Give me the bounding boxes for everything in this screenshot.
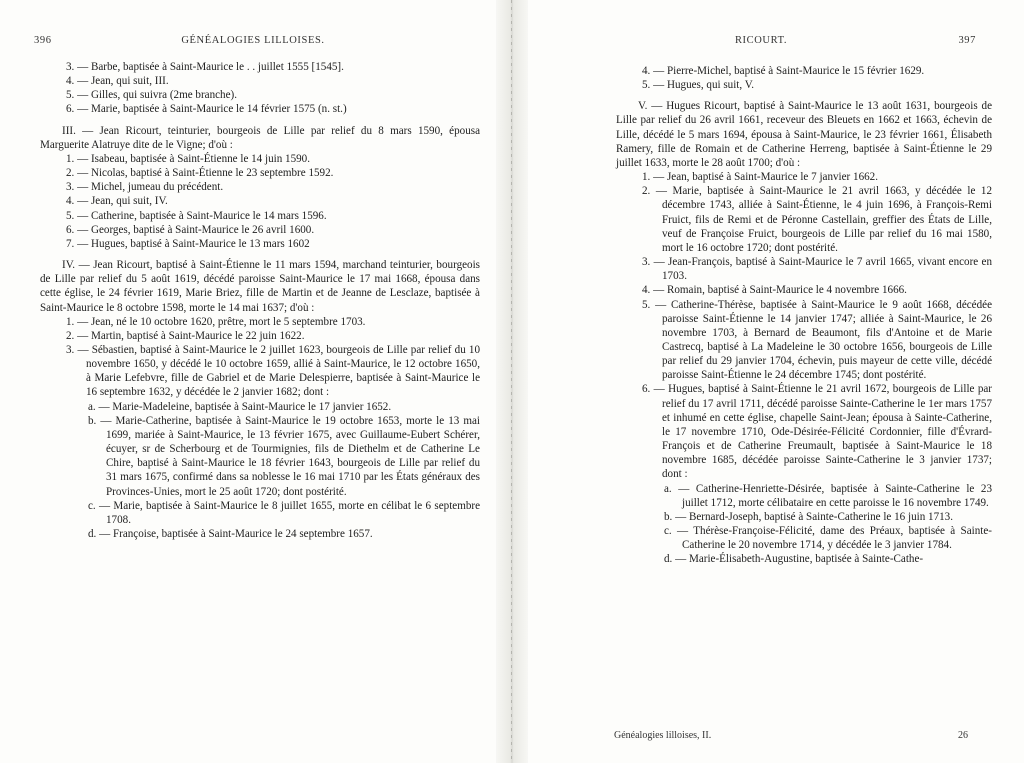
running-head-left: GÉNÉALOGIES LILLOISES.: [181, 35, 325, 46]
entry-marie-madeleine: a. — Marie-Madeleine, baptisée à Saint-Maurice le 17 janvier 1652.: [88, 400, 392, 413]
entry-marie-1663: 2. — Marie, baptisée à Saint-Maurice le 21 avril 1663, y décédée le 12 décembre 1743, alliée à Saint-Étienne, le 4 juin 1696, à François-Remi Fruict, fils de Remi et de Péronne Castellain, greffier des États de Lille, veuf de Françoise Fruict, bourgeois de Lille par relief du 16 mai 1580, mort le 16 octobre 1720; dont postérité.: [642, 185, 992, 254]
right-page-text: [616, 64, 992, 566]
signature-number: 26: [958, 730, 968, 741]
running-head-right: RICOURT.: [734, 35, 788, 46]
entry-catherine-1596: 5. — Catherine, baptisée à Saint-Maurice le 14 mars 1596.: [66, 209, 327, 222]
page-number-left: 396: [34, 35, 52, 46]
entry-hugues-v: 5. — Hugues, qui suit, V.: [642, 79, 755, 92]
entry-therese-francoise: c. — Thérèse-Françoise-Félicité, dame des Préaux, baptisée à Sainte-Catherine le 20 novembre 1714, y décédée le 3 janvier 1784.: [664, 525, 992, 552]
entry-marie-1575: 6. — Marie, baptisée à Saint-Maurice le 14 février 1575 (n. st.): [66, 103, 347, 116]
entry-jean-iv: 4. — Jean, qui suit, IV.: [66, 195, 168, 208]
right-page-footer: [614, 730, 968, 741]
entry-francoise: d. — Françoise, baptisée à Saint-Maurice le 24 septembre 1657.: [88, 528, 373, 540]
entry-marie-elisabeth: d. — Marie-Élisabeth-Augustine, baptisée à Sainte-Cathe-: [664, 553, 924, 566]
entry-georges: 6. — Georges, baptisé à Saint-Maurice le 26 avril 1600.: [66, 223, 315, 236]
entry-bernard-joseph: b. — Bernard-Joseph, baptisé à Sainte-Catherine le 16 juin 1713.: [664, 510, 953, 523]
entry-jean-francois: 3. — Jean-François, baptisé à Saint-Maurice le 7 avril 1665, vivant encore en 1703.: [642, 256, 992, 283]
entry-hugues-1602: 7. — Hugues, baptisé à Saint-Maurice le 13 mars 1602: [66, 237, 310, 250]
entry-michel: 3. — Michel, jumeau du précédent.: [66, 181, 224, 194]
entry-jean-iii: 4. — Jean, qui suit, III.: [66, 75, 169, 88]
entry-martin: 2. — Martin, baptisé à Saint-Maurice le 22 juin 1622.: [66, 329, 305, 342]
generation-v-paragraph: V. — Hugues Ricourt, baptisé à Saint-Maurice le 13 août 1631, bourgeois de Lille par relief du 26 avril 1661, receveur des Bleuets en 1662 et 1663, échevin de Lille, décédé le 5 mars 1694, épousa à Saint-Maurice, le 23 février 1661, Élisabeth Ramery, fille de Romain et de Catherine Herreng, baptisée à Saint-Étienne le 29 juillet 1633, morte le 28 août 1700; d'où :: [616, 100, 992, 169]
generation-iii-paragraph: III. — Jean Ricourt, teinturier, bourgeois de Lille par relief du 8 mars 1590, épousa Marguerite Alatruye dite de le Vigne; d'où :: [40, 124, 480, 151]
entry-marie-1655: c. — Marie, baptisée à Saint-Maurice le 8 juillet 1655, morte en célibat le 6 septembre 1708.: [88, 499, 480, 526]
right-page: [528, 0, 1024, 763]
entry-gilles: 5. — Gilles, qui suivra (2me branche).: [66, 89, 237, 102]
book-gutter: [496, 0, 528, 763]
generation-iv-paragraph: IV. — Jean Ricourt, baptisé à Saint-Étienne le 11 mars 1594, marchand teinturier, bourgeois de Lille par relief du 5 août 1619, décédé paroisse Saint-Maurice le 17 mai 1668, épousa dans cette église, le 24 février 1619, Marie Briez, fille de Martin et de Jeanne de Lesclaze, baptisée à Saint-Maurice le 8 octobre 1598, morte le 14 mai 1637; d'où :: [40, 259, 480, 314]
left-page: [0, 0, 496, 763]
entry-jean-1620: 1. — Jean, né le 10 octobre 1620, prêtre, mort le 5 septembre 1703.: [66, 315, 366, 328]
entry-romain: 4. — Romain, baptisé à Saint-Maurice le 4 novembre 1666.: [642, 284, 907, 297]
entry-hugues-1672: 6. — Hugues, baptisé à Saint-Étienne le 21 avril 1672, bourgeois de Lille par relief du 17 avril 1711, décédé paroisse Sainte-Catherine le 1er mars 1757 et inhumé en cette église, chapelle Saint-Jean; épousa à Sainte-Catherine, le 17 novembre 1710, Ode-Désirée-Félicité Cordonnier, fille d'Évrard-François et de Catherine Freumault, baptisée à Saint-Maurice le 18 novembre 1685, décédée paroisse Sainte-Catherine le 3 janvier 1737; dont :: [642, 383, 992, 481]
entry-catherine-henriette: a. — Catherine-Henriette-Désirée, baptisée à Sainte-Catherine le 23 juillet 1712, morte célibataire en cette paroisse le 16 novembre 1749.: [664, 482, 992, 509]
entry-isabeau: 1. — Isabeau, baptisée à Saint-Étienne le 14 juin 1590.: [66, 152, 310, 165]
entry-nicolas: 2. — Nicolas, baptisé à Saint-Étienne le 23 septembre 1592.: [66, 167, 334, 180]
entry-jean-1662: 1. — Jean, baptisé à Saint-Maurice le 7 janvier 1662.: [642, 171, 878, 184]
page-number-right: 397: [958, 35, 976, 46]
entry-pierre-michel: 4. — Pierre-Michel, baptisé à Saint-Maurice le 15 février 1629.: [642, 65, 925, 77]
left-page-text: [40, 60, 480, 541]
entry-catherine-therese: 5. — Catherine-Thérèse, baptisée à Saint-Maurice le 9 août 1668, décédée paroisse Saint-Étienne le 14 janvier 1747; alliée à Saint-Maurice, le 26 novembre 1703, à Bernard de Beaumont, fils d'Antoine et de Marie Castrecq, baptisé à La Madeleine le 30 octobre 1656, bourgeois de Lille par relief du 29 janvier 1704, échevin, puis mayeur de cette ville, décédé paroisse Saint-Étienne le 24 décembre 1745; dont postérité.: [642, 298, 992, 382]
entry-sebastien: 3. — Sébastien, baptisé à Saint-Maurice le 2 juillet 1623, bourgeois de Lille par relief du 10 novembre 1650, y décédé le 10 octobre 1659, allié à Saint-Maurice, le 12 octobre 1650, à Marie Lefebvre, fille de Gabriel et de Marie Delespierre, baptisée à Saint-Maurice le 16 septembre 1632, y décédée le 2 janvier 1682; dont :: [66, 343, 480, 399]
footer-title: Généalogies lilloises, II.: [614, 730, 712, 741]
entry-marie-catherine: b. — Marie-Catherine, baptisée à Saint-Maurice le 19 octobre 1653, morte le 13 mai 1699, mariée à Saint-Maurice, le 13 février 1675, avec Guillaume-Eubert Schérer, écuyer, sr de Scherbourg et de Tourmignies, fils de Diethelm et de Catherine Le Chire, baptisé à Saint-Maurice le 18 février 1643, bourgeois de Lille par relief du 31 mars 1675, confirmé dans sa noblesse le 16 mai 1710 par les États généraux des Provinces-Unies, mort le 25 août 1720; dont postérité.: [88, 414, 480, 498]
entry-barbe: 3. — Barbe, baptisée à Saint-Maurice le . . juillet 1555 [1545].: [66, 61, 344, 73]
